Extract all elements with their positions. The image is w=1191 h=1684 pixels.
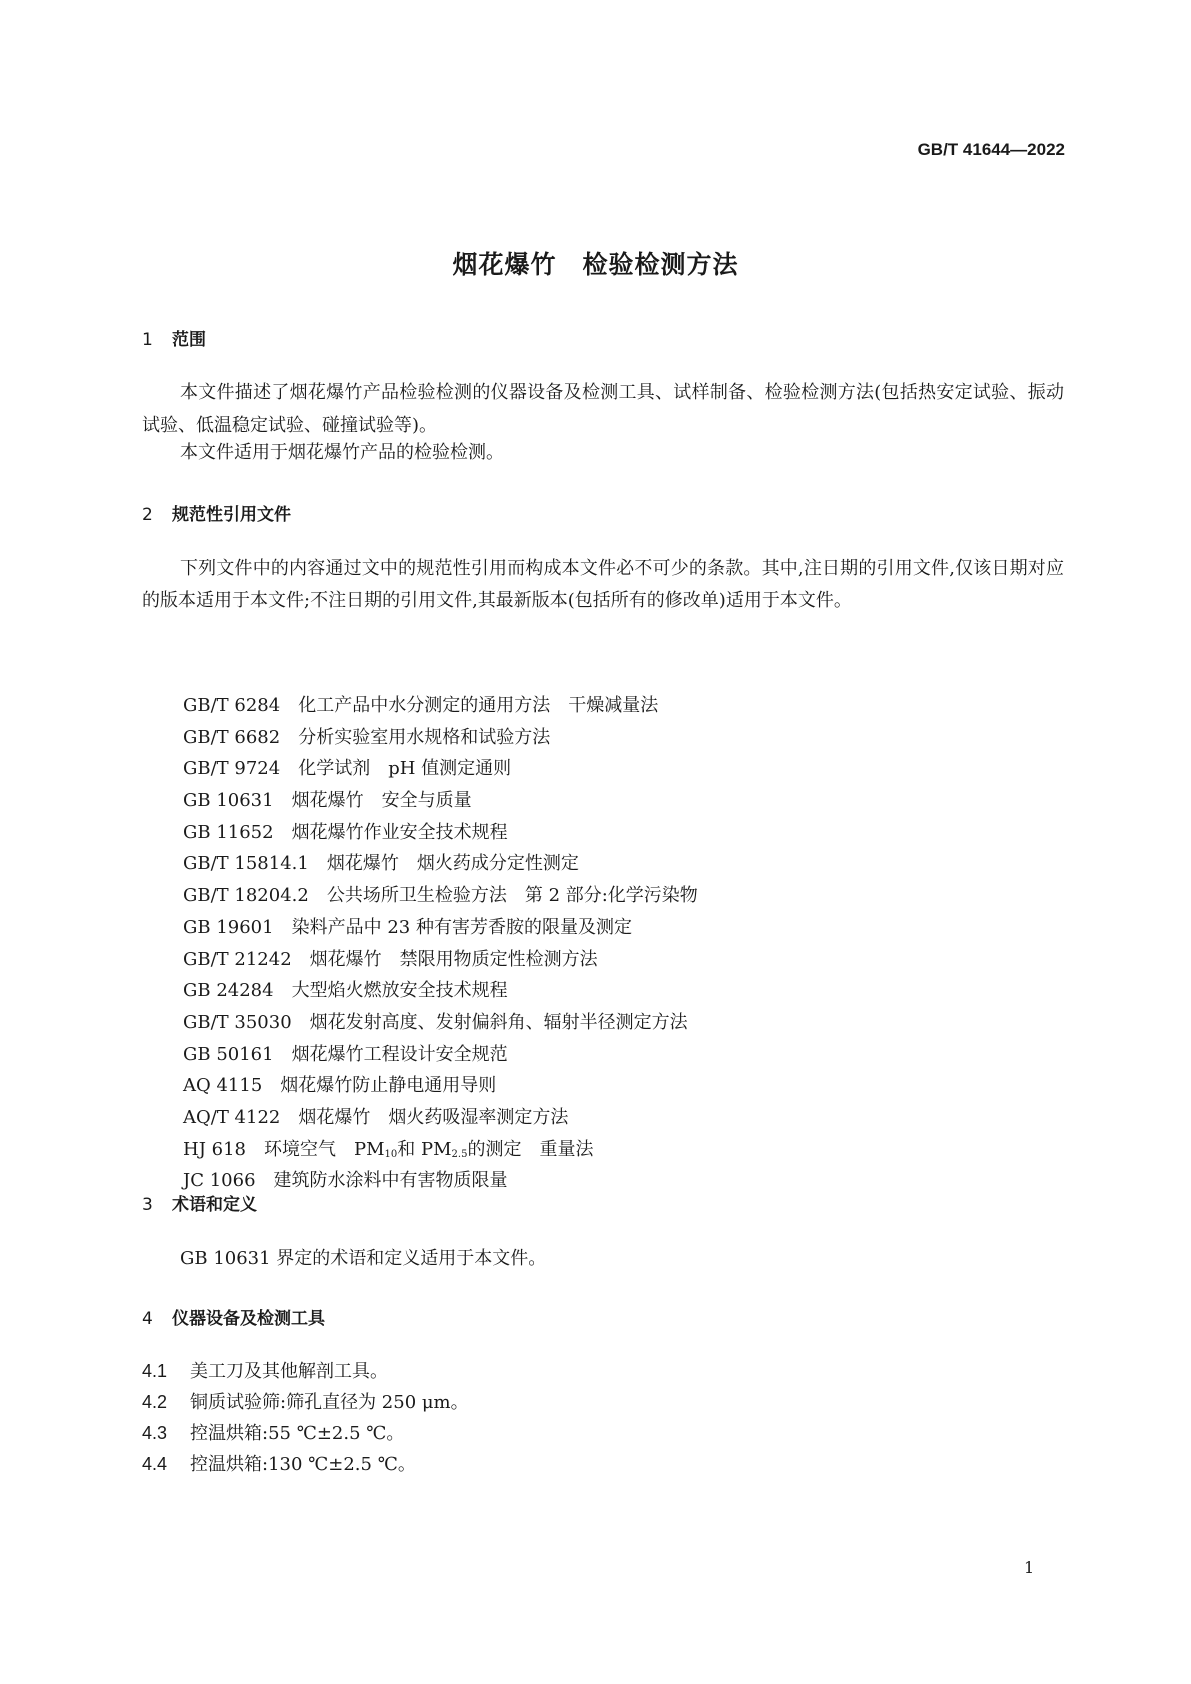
reference-item (183, 1070, 698, 1102)
reference-code: GB/T 9724 (183, 758, 281, 780)
section-2-heading (142, 500, 291, 525)
section-number: 2 (142, 505, 153, 525)
reference-code: GB 19601 (183, 916, 274, 938)
standard-number: GB/T 41644—2022 (917, 140, 1065, 159)
reference-code: AQ/T 4122 (183, 1106, 281, 1128)
section-number: 1 (142, 330, 153, 350)
reference-item (183, 753, 698, 785)
reference-code: GB 50161 (183, 1043, 274, 1065)
item-number: 4.3 (142, 1423, 168, 1443)
section-title: 术语和定义 (172, 1195, 257, 1215)
document-title: 烟花爆竹 检验检测方法 (452, 250, 739, 279)
reference-code: GB/T 6682 (183, 726, 281, 748)
terms-paragraph: GB 10631 界定的术语和定义适用于本文件。 (180, 1248, 547, 1269)
equipment-list (142, 1356, 469, 1480)
reference-title: 分析实验室用水规格和试验方法 (298, 726, 551, 748)
reference-code: JC 1066 (183, 1170, 256, 1192)
section-title: 规范性引用文件 (172, 505, 291, 525)
reference-title-part: 环境空气 PM (264, 1138, 385, 1160)
references-intro: 下列文件中的内容通过文中的规范性引用而构成本文件必不可少的条款。其中,注日期的引用文件,仅该日期对应的版本适用于本文件;不注日期的引用文件,其最新版本(包括所有的修改单)适用于本文件。 (142, 558, 1064, 611)
item-text: 美工刀及其他解剖工具。 (190, 1361, 388, 1382)
reference-item (183, 817, 698, 849)
section-title: 仪器设备及检测工具 (172, 1309, 325, 1329)
reference-item (183, 690, 698, 722)
reference-item (183, 912, 698, 944)
reference-code: GB 24284 (183, 980, 274, 1002)
reference-code: GB/T 15814.1 (183, 853, 309, 875)
reference-item (183, 1007, 698, 1039)
item-text: 铜质试验筛:筛孔直径为 250 μm。 (190, 1392, 469, 1413)
reference-item (183, 1039, 698, 1071)
section-3-heading (142, 1190, 257, 1215)
reference-item (183, 848, 698, 880)
reference-title: 烟花爆竹 烟火药成分定性测定 (326, 853, 579, 875)
reference-code: GB/T 35030 (183, 1011, 292, 1033)
equipment-item (142, 1356, 469, 1387)
reference-title: 烟花爆竹 烟火药吸湿率测定方法 (298, 1106, 569, 1128)
reference-title: 建筑防水涂料中有害物质限量 (273, 1170, 508, 1192)
section-title: 范围 (172, 330, 206, 350)
reference-title: 染料产品中 23 种有害芳香胺的限量及测定 (291, 916, 632, 938)
section-number: 4 (142, 1309, 153, 1329)
scope-paragraph-2: 本文件适用于烟花爆竹产品的检验检测。 (180, 442, 504, 463)
subscript: 2.5 (451, 1148, 468, 1160)
reference-title: 烟花爆竹 安全与质量 (291, 790, 472, 812)
reference-code: HJ 618 (183, 1138, 246, 1160)
reference-title-part: 的测定 重量法 (467, 1138, 594, 1160)
equipment-item (142, 1418, 469, 1449)
reference-title: 烟花爆竹 禁限用物质定性检测方法 (309, 948, 598, 970)
item-number: 4.2 (142, 1392, 168, 1412)
reference-title: 公共场所卫生检验方法 第 2 部分:化学污染物 (326, 885, 698, 907)
equipment-item (142, 1387, 469, 1418)
reference-item (183, 944, 698, 976)
item-number: 4.4 (142, 1454, 168, 1474)
reference-item (183, 1134, 698, 1166)
reference-title: 烟花发射高度、发射偏斜角、辐射半径测定方法 (309, 1011, 688, 1033)
item-number: 4.1 (142, 1361, 168, 1381)
reference-item (183, 880, 698, 912)
section-1-heading (142, 325, 206, 350)
reference-code: GB 10631 (183, 790, 274, 812)
subscript: 10 (384, 1148, 398, 1160)
item-text: 控温烘箱:130 ℃±2.5 ℃。 (190, 1454, 416, 1475)
reference-code: GB/T 21242 (183, 948, 292, 970)
equipment-item (142, 1449, 469, 1480)
scope-paragraph-1: 本文件描述了烟花爆竹产品检验检测的仪器设备及检测工具、试样制备、检验检测方法(包括热安定试验、振动试验、低温稳定试验、碰撞试验等)。 (142, 382, 1064, 436)
section-number: 3 (142, 1195, 153, 1215)
reference-item (183, 1102, 698, 1134)
reference-item (183, 722, 698, 754)
reference-title: 烟花爆竹防止静电通用导则 (280, 1075, 497, 1097)
item-text: 控温烘箱:55 ℃±2.5 ℃。 (190, 1423, 405, 1444)
reference-code: GB 11652 (183, 821, 274, 843)
reference-title: 烟花爆竹工程设计安全规范 (291, 1043, 508, 1065)
reference-item (183, 785, 698, 817)
reference-title: 烟花爆竹作业安全技术规程 (291, 821, 508, 843)
reference-title: 化工产品中水分测定的通用方法 干燥减量法 (298, 695, 659, 716)
reference-item (183, 975, 698, 1007)
reference-code: AQ 4115 (183, 1075, 263, 1097)
page-number: 1 (1024, 1558, 1035, 1577)
reference-title-part: 和 PM (397, 1138, 452, 1160)
reference-title: 化学试剂 pH 值测定通则 (298, 758, 512, 780)
reference-list (183, 690, 698, 1197)
reference-code: GB/T 6284 (183, 695, 281, 716)
reference-code: GB/T 18204.2 (183, 885, 309, 907)
reference-title: 大型焰火燃放安全技术规程 (291, 980, 508, 1002)
reference-item (183, 1165, 698, 1197)
section-4-heading (142, 1304, 325, 1329)
